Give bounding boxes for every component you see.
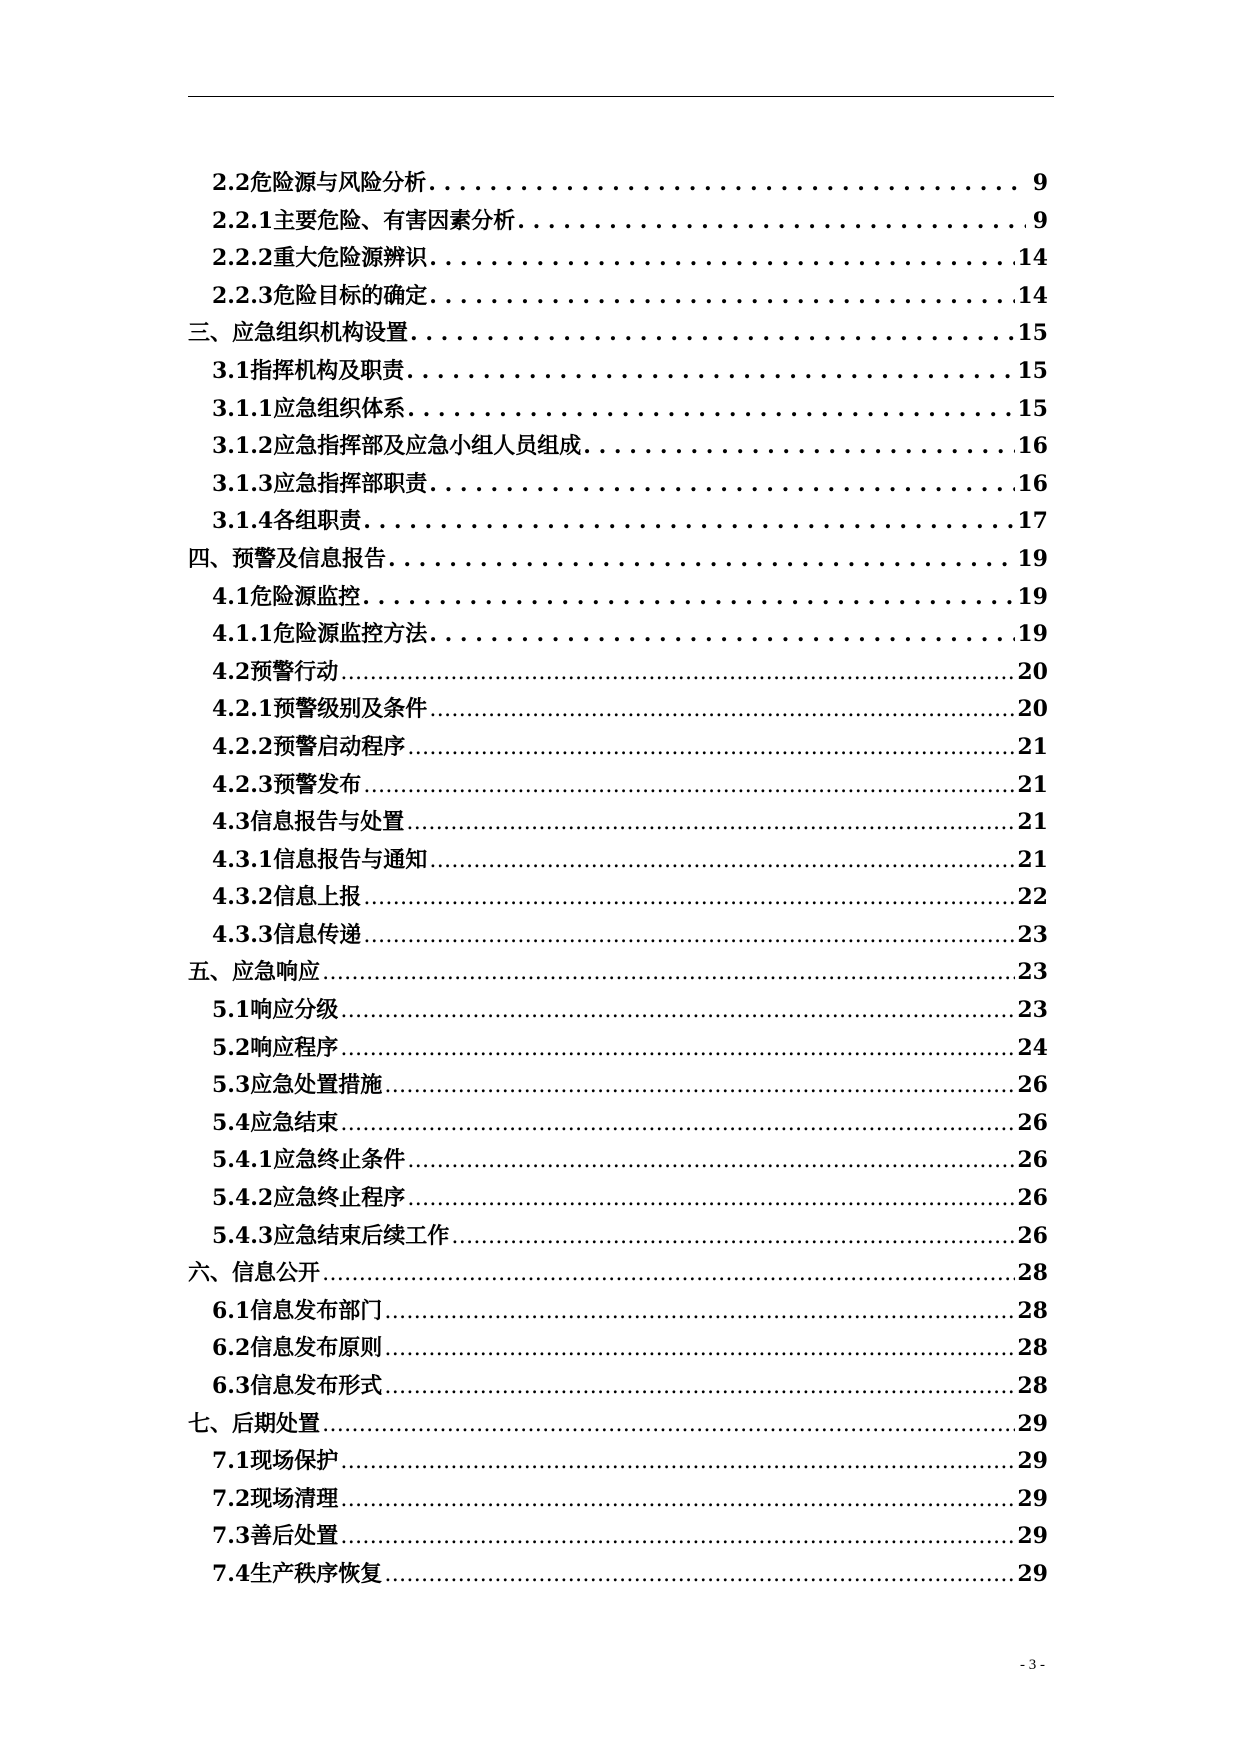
toc-dot-leader [388,541,1015,579]
toc-dot-leader [340,1443,1015,1481]
toc-dot-leader [406,353,1015,391]
toc-entry-label: 2.2危险源与风险分析 [212,170,427,196]
toc-entry[interactable] [188,691,1048,729]
toc-entry-page-number: 23 [1017,921,1048,948]
toc-entry[interactable] [188,1180,1048,1218]
toc-dot-leader [407,391,1015,429]
toc-entry-page-number: 22 [1017,884,1048,911]
toc-entry[interactable] [188,1030,1048,1068]
toc-entry-label: 五、应急响应 [188,959,321,986]
toc-entry-page-number: 19 [1017,545,1048,572]
toc-entry-label: 7.2现场清理 [212,1485,339,1512]
toc-entry-page-number: 26 [1017,1222,1048,1249]
toc-entry-page-number: 26 [1017,1147,1048,1174]
toc-dot-leader [428,165,1026,203]
toc-entry-label: 5.4.2应急终止程序 [212,1185,406,1212]
toc-dot-leader [363,503,1015,541]
toc-entry-page-number: 21 [1017,809,1048,836]
toc-entry-label: 4.3信息报告与处置 [212,809,405,836]
toc-entry-label: 5.4应急结束 [212,1109,339,1136]
toc-entry-page-number: 28 [1017,1335,1048,1362]
toc-entry-page-number: 29 [1017,1485,1048,1512]
toc-entry[interactable] [188,879,1048,917]
toc-entry-label: 六、信息公开 [188,1260,321,1287]
toc-entry-page-number: 16 [1017,470,1048,497]
toc-dot-leader [406,804,1015,842]
toc-entry-label: 5.4.3应急结束后续工作 [212,1222,450,1249]
toc-dot-leader [410,315,1015,353]
toc-entry-page-number: 15 [1017,395,1048,422]
toc-entry-page-number: 15 [1017,320,1048,347]
toc-entry-page-number: 29 [1017,1448,1048,1475]
toc-entry[interactable] [188,541,1048,579]
toc-entry-page-number: 29 [1017,1560,1048,1587]
toc-entry-label: 4.2.3预警发布 [212,771,362,798]
toc-entry-label: 七、后期处置 [188,1410,321,1437]
toc-entry[interactable] [188,954,1048,992]
toc-dot-leader [407,1142,1015,1180]
toc-entry[interactable] [188,1330,1048,1368]
toc-entry-label: 5.4.1应急终止条件 [212,1147,406,1174]
toc-entry-page-number: 14 [1017,282,1048,309]
toc-entry-label: 2.2.3危险目标的确定 [212,282,428,309]
toc-entry[interactable] [188,1443,1048,1481]
toc-entry[interactable] [188,1368,1048,1406]
toc-entry-label: 5.2响应程序 [212,1034,339,1061]
toc-entry-page-number: 26 [1017,1185,1048,1212]
toc-entry-page-number: 23 [1017,959,1048,986]
toc-entry-label: 2.2.1主要危险、有害因素分析 [212,207,516,234]
toc-entry-page-number: 20 [1017,696,1048,723]
toc-dot-leader [429,278,1015,316]
toc-dot-leader [583,428,1015,466]
toc-entry-label: 四、预警及信息报告 [188,545,387,572]
toc-entry-page-number: 16 [1017,433,1048,460]
toc-entry-label: 三、应急组织机构设置 [188,320,409,347]
page-number: - 3 - [1020,1657,1045,1673]
toc-dot-leader [429,240,1015,278]
toc-entry-page-number: 9 [1032,170,1048,196]
toc-entry-label: 4.3.2信息上报 [212,884,362,911]
toc-entry-page-number: 9 [1032,207,1048,234]
toc-entry[interactable] [188,240,1048,278]
toc-entry-label: 6.1信息发布部门 [212,1297,383,1324]
toc-entry[interactable] [188,466,1048,504]
toc-entry[interactable] [188,1255,1048,1293]
toc-entry[interactable] [188,1142,1048,1180]
toc-entry-page-number: 24 [1017,1034,1048,1061]
toc-dot-leader [517,203,1026,241]
toc-entry[interactable] [188,503,1048,541]
toc-entry-page-number: 29 [1017,1410,1048,1437]
toc-entry-page-number: 20 [1017,658,1048,685]
toc-entry-page-number: 29 [1017,1523,1048,1550]
toc-entry[interactable] [188,992,1048,1030]
toc-dot-leader [384,1330,1015,1368]
toc-entry[interactable] [188,804,1048,842]
toc-entry[interactable] [188,1481,1048,1519]
toc-entry-label: 3.1指挥机构及职责 [212,357,405,384]
toc-entry-page-number: 23 [1017,997,1048,1024]
toc-entry[interactable] [188,616,1048,654]
toc-entry[interactable] [188,1218,1048,1256]
toc-entry-label: 7.4生产秩序恢复 [212,1560,383,1587]
toc-dot-leader [340,654,1015,692]
toc-dot-leader [322,954,1015,992]
toc-entry[interactable] [188,654,1048,692]
toc-dot-leader [340,1030,1015,1068]
toc-entry-label: 2.2.2重大危险源辨识 [212,245,428,272]
toc-entry[interactable] [188,353,1048,391]
toc-dot-leader [429,842,1015,880]
table-of-contents [188,165,1048,1594]
toc-dot-leader [340,1518,1015,1556]
toc-entry-page-number: 21 [1017,771,1048,798]
toc-entry[interactable] [188,428,1048,466]
toc-entry[interactable] [188,1105,1048,1143]
toc-entry[interactable] [188,1518,1048,1556]
toc-entry-label: 7.3善后处置 [212,1523,339,1550]
toc-entry-page-number: 15 [1017,357,1048,384]
toc-entry[interactable] [188,391,1048,429]
toc-entry[interactable] [188,315,1048,353]
toc-dot-leader [407,1180,1015,1218]
header-rule [188,96,1054,97]
toc-entry-page-number: 21 [1017,846,1048,873]
toc-entry[interactable] [188,1293,1048,1331]
toc-entry-page-number: 26 [1017,1109,1048,1136]
toc-entry[interactable] [188,278,1048,316]
toc-entry-page-number: 28 [1017,1297,1048,1324]
toc-entry-label: 3.1.4各组职责 [212,508,362,535]
toc-entry-page-number: 19 [1017,621,1048,648]
toc-entry-page-number: 17 [1017,508,1048,535]
toc-dot-leader [322,1406,1015,1444]
toc-entry[interactable] [188,1556,1048,1594]
toc-entry-label: 6.3信息发布形式 [212,1373,383,1399]
toc-dot-leader [363,767,1015,805]
toc-entry-label: 3.1.3应急指挥部职责 [212,470,428,497]
toc-entry[interactable] [188,203,1048,241]
toc-dot-leader [384,1067,1015,1105]
toc-entry-label: 3.1.1应急组织体系 [212,395,406,422]
toc-entry[interactable] [188,842,1048,880]
toc-dot-leader [384,1293,1015,1331]
toc-entry-page-number: 28 [1017,1260,1048,1287]
toc-dot-leader [429,466,1015,504]
toc-entry-label: 4.2.1预警级别及条件 [212,696,428,723]
toc-entry-label: 4.3.1信息报告与通知 [212,846,428,873]
toc-entry-label: 4.2.2预警启动程序 [212,733,406,760]
toc-dot-leader [340,1105,1015,1143]
toc-entry-label: 5.1响应分级 [212,997,339,1024]
toc-entry[interactable] [188,767,1048,805]
toc-entry-label: 5.3应急处置措施 [212,1072,383,1099]
toc-entry-label: 4.2预警行动 [212,658,339,685]
toc-entry-page-number: 21 [1017,733,1048,760]
toc-dot-leader [362,579,1015,617]
toc-dot-leader [363,879,1015,917]
toc-entry-label: 4.1危险源监控 [212,583,361,610]
toc-entry-label: 4.3.3信息传递 [212,921,362,948]
toc-dot-leader [363,917,1015,955]
toc-dot-leader [451,1218,1015,1256]
toc-entry[interactable] [188,917,1048,955]
toc-dot-leader [340,992,1015,1030]
toc-dot-leader [407,729,1015,767]
toc-entry[interactable] [188,579,1048,617]
toc-dot-leader [340,1481,1015,1519]
toc-entry-label: 6.2信息发布原则 [212,1335,383,1362]
toc-entry-page-number: 26 [1017,1072,1048,1099]
toc-entry-label: 3.1.2应急指挥部及应急小组人员组成 [212,433,582,460]
toc-entry-page-number: 19 [1017,583,1048,610]
toc-entry-page-number: 28 [1017,1373,1048,1399]
toc-entry[interactable] [188,729,1048,767]
toc-entry[interactable] [188,1067,1048,1105]
toc-dot-leader [429,616,1015,654]
toc-dot-leader [429,691,1015,729]
toc-entry[interactable] [188,1406,1048,1444]
toc-dot-leader [384,1368,1015,1406]
toc-entry-label: 7.1现场保护 [212,1448,339,1475]
toc-dot-leader [384,1556,1015,1594]
toc-entry[interactable] [188,165,1048,203]
toc-entry-label: 4.1.1危险源监控方法 [212,621,428,648]
toc-entry-page-number: 14 [1017,245,1048,272]
toc-dot-leader [322,1255,1015,1293]
